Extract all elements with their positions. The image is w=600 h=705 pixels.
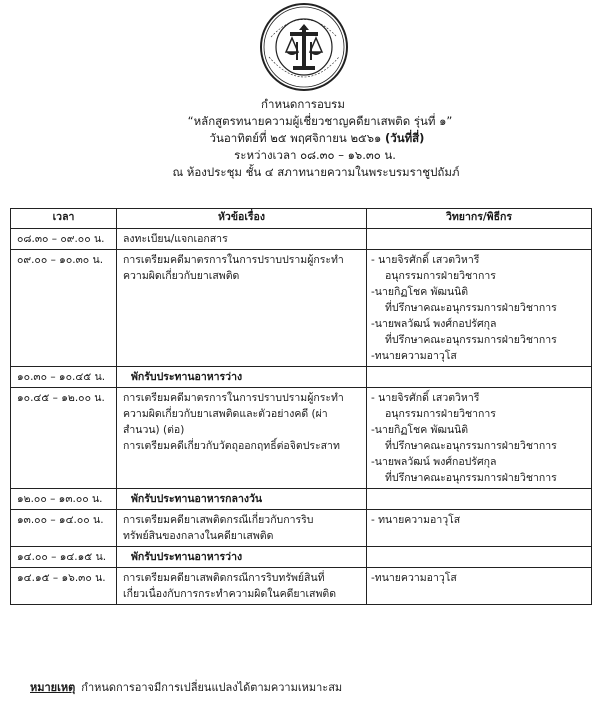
day-number: (วันที่สี่) xyxy=(385,131,425,145)
table-row xyxy=(11,489,592,510)
schedule-heading: กำหนดการอบรม xyxy=(261,97,345,111)
session-speakers xyxy=(367,489,592,510)
table-row xyxy=(11,547,592,568)
note-label: หมายเหตุ xyxy=(30,681,76,694)
event-time-range: ระหว่างเวลา ๐๘.๓๐ – ๑๖.๓๐ น. xyxy=(234,148,396,162)
speaker-line: ที่ปรึกษาคณะอนุกรรมการฝ่ายวิชาการ xyxy=(385,472,557,484)
speaker-line: -นายกิฏโชค พัฒนนิติ xyxy=(371,424,469,436)
topic-line: การเตรียมคดียาเสพติดกรณีเกี่ยวกับการริบ xyxy=(123,514,314,526)
topic-line: พักรับประทานอาหารว่าง xyxy=(131,371,243,383)
session-time: ๑๔.๐๐ – ๑๔.๑๕ น. xyxy=(11,547,117,568)
topic-line: การเตรียมคดีมาตรการในการปราบปรามผู้กระทำ xyxy=(123,392,344,404)
topic-line: พักรับประทานอาหารกลางวัน xyxy=(131,493,263,505)
session-speakers xyxy=(367,547,592,568)
session-time: ๐๙.๐๐ – ๑๐.๓๐ น. xyxy=(11,250,117,367)
speaker-line: -ทนายความอาวุโส xyxy=(371,350,457,362)
topic-line: ความผิดเกี่ยวกับยาเสพติด xyxy=(123,270,240,282)
session-speakers xyxy=(367,510,592,547)
event-date: วันอาทิตย์ที่ ๒๕ พฤศจิกายน ๒๕๖๑ (วันที่สี่) xyxy=(209,131,425,145)
course-title: “หลักสูตรทนายความผู้เชี่ยวชาญคดียาเสพติด รุ่นที่ ๑” xyxy=(187,114,453,128)
speaker-line: - นายจิรศักดิ์ เสวตวิหารี xyxy=(371,254,480,266)
speaker-line: - ทนายความอาวุโส xyxy=(371,514,461,526)
topic-line: ความผิดเกี่ยวกับยาเสพติดและตัวอย่างคดี (ผ่า xyxy=(123,408,328,420)
session-time: ๐๘.๓๐ – ๐๙.๐๐ น. xyxy=(11,229,117,250)
session-speakers xyxy=(367,229,592,250)
session-speakers xyxy=(367,388,592,489)
session-time: ๑๐.๓๐ – ๑๐.๔๕ น. xyxy=(11,367,117,388)
speaker-line: -นายพลวัฒน์ พงศ์กอปรัศกุล xyxy=(371,456,497,468)
speaker-line: อนุกรรมการฝ่ายวิชาการ xyxy=(385,408,496,420)
session-time: ๑๐.๔๕ – ๑๒.๐๐ น. xyxy=(11,388,117,489)
session-topic xyxy=(117,568,367,605)
speaker-line: ที่ปรึกษาคณะอนุกรรมการฝ่ายวิชาการ xyxy=(385,302,557,314)
topic-line: ทรัพย์สินของกลางในคดียาเสพติด xyxy=(123,530,274,542)
topic-line: พักรับประทานอาหารว่าง xyxy=(131,551,243,563)
table-row xyxy=(11,510,592,547)
session-topic xyxy=(117,250,367,367)
schedule-table xyxy=(10,208,592,605)
topic-line: การเตรียมคดียาเสพติดกรณีการริบทรัพย์สินที่ xyxy=(123,572,325,584)
topic-line: เกี่ยวเนื่องกับการกระทำความผิดในคดียาเสพติด xyxy=(123,588,337,600)
topic-line: สำนวน) (ต่อ) xyxy=(123,424,185,436)
session-speakers xyxy=(367,568,592,605)
session-time: ๑๒.๐๐ – ๑๓.๐๐ น. xyxy=(11,489,117,510)
topic-line: ลงทะเบียน/แจกเอกสาร xyxy=(123,233,228,245)
session-speakers xyxy=(367,367,592,388)
topic-line: การเตรียมคดีเกี่ยวกับวัตถุออกฤทธิ์ต่อจิตประสาท xyxy=(123,440,340,452)
session-topic xyxy=(117,367,367,388)
speaker-line: - นายจิรศักดิ์ เสวตวิหารี xyxy=(371,392,480,404)
topic-column-header: หัวข้อเรื่อง xyxy=(117,209,367,229)
speaker-column-header: วิทยากร/พิธีกร xyxy=(367,209,592,229)
time-column-header: เวลา xyxy=(11,209,117,229)
session-topic xyxy=(117,489,367,510)
table-row xyxy=(11,568,592,605)
table-row xyxy=(11,367,592,388)
topic-line: การเตรียมคดีมาตรการในการปราบปรามผู้กระทำ xyxy=(123,254,344,266)
speaker-line: อนุกรรมการฝ่ายวิชาการ xyxy=(385,270,496,282)
session-topic xyxy=(117,229,367,250)
table-row xyxy=(11,229,592,250)
speaker-line: -นายกิฏโชค พัฒนนิติ xyxy=(371,286,469,298)
speaker-line: ที่ปรึกษาคณะอนุกรรมการฝ่ายวิชาการ xyxy=(385,440,557,452)
speaker-line: -นายพลวัฒน์ พงศ์กอปรัศกุล xyxy=(371,318,497,330)
session-topic xyxy=(117,510,367,547)
footer-note xyxy=(30,678,342,696)
table-row xyxy=(11,250,592,367)
note-text: กำหนดการอาจมีการเปลี่ยนแปลงได้ตามความเหมาะสม xyxy=(81,681,343,694)
session-time: ๑๔.๑๕ – ๑๖.๓๐ น. xyxy=(11,568,117,605)
event-venue: ณ ห้องประชุม ชั้น ๔ สภาทนายความในพระบรมราชูปถัมภ์ xyxy=(172,165,460,179)
session-topic xyxy=(117,388,367,489)
document-header xyxy=(0,96,600,181)
speaker-line: -ทนายความอาวุโส xyxy=(371,572,457,584)
speaker-line: ที่ปรึกษาคณะอนุกรรมการฝ่ายวิชาการ xyxy=(385,334,557,346)
session-time: ๑๓.๐๐ – ๑๔.๐๐ น. xyxy=(11,510,117,547)
council-seal-logo xyxy=(259,2,349,92)
session-speakers xyxy=(367,250,592,367)
session-topic xyxy=(117,547,367,568)
table-row xyxy=(11,388,592,489)
table-header-row xyxy=(11,209,592,229)
